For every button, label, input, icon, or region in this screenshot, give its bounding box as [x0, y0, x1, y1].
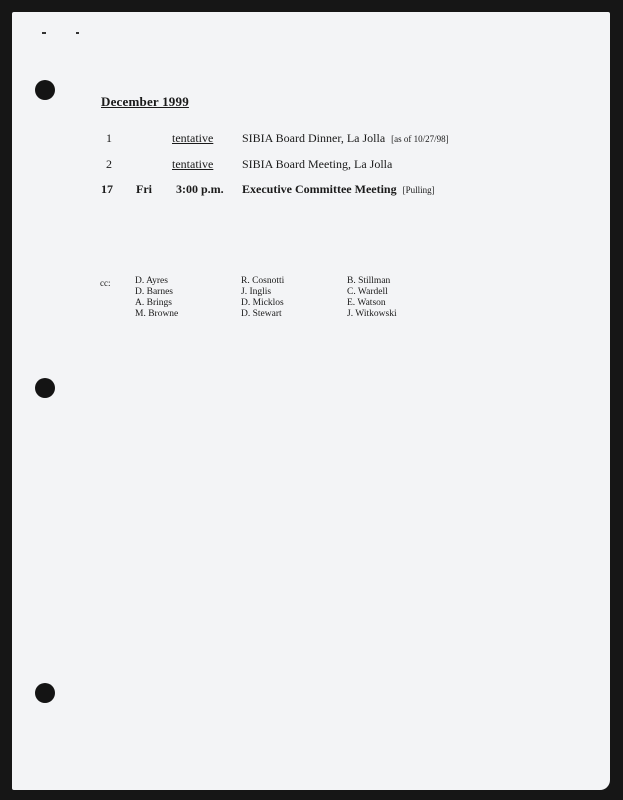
cc-recipient: C. Wardell	[347, 287, 388, 297]
cc-label: cc:	[100, 278, 111, 288]
cc-recipient: D. Stewart	[241, 309, 282, 319]
punch-hole-top	[35, 80, 55, 100]
cc-recipient: M. Browne	[135, 309, 179, 319]
event-time: tentative	[172, 157, 214, 171]
cc-recipient: J. Inglis	[241, 287, 272, 297]
event-day: 1	[106, 131, 112, 145]
document-page	[12, 12, 610, 790]
punch-hole-bottom	[35, 683, 55, 703]
cc-column	[347, 276, 397, 320]
cc-recipient: D. Ayres	[135, 276, 168, 286]
scan-mark	[42, 32, 46, 34]
cc-column	[135, 276, 178, 320]
cc-recipient: B. Stillman	[347, 276, 391, 286]
cc-recipient: A. Brings	[135, 298, 172, 308]
cc-recipient: D. Barnes	[135, 287, 173, 297]
event-row	[12, 157, 610, 175]
event-description	[242, 131, 449, 146]
punch-hole-middle	[35, 378, 55, 398]
event-weekday: Fri	[136, 182, 152, 196]
cc-recipient: J. Witkowski	[347, 309, 397, 319]
event-time: 3:00 p.m.	[176, 182, 224, 196]
cc-column	[241, 276, 284, 320]
cc-recipient: E. Watson	[347, 298, 386, 308]
scan-mark	[76, 32, 79, 34]
event-note: [Pulling]	[402, 185, 435, 195]
event-time: tentative	[172, 131, 214, 145]
page-title: December 1999	[101, 94, 189, 109]
event-title: Executive Committee Meeting	[242, 182, 397, 196]
event-day: 17	[101, 182, 113, 196]
event-description	[242, 182, 435, 197]
event-title: SIBIA Board Meeting, La Jolla	[242, 157, 393, 171]
event-title: SIBIA Board Dinner, La Jolla	[242, 131, 386, 145]
event-day: 2	[106, 157, 112, 171]
event-row	[12, 131, 610, 149]
event-note: [as of 10/27/98]	[391, 134, 449, 144]
cc-recipient: R. Cosnotti	[241, 276, 285, 286]
event-row	[12, 182, 610, 200]
cc-recipient: D. Micklos	[241, 298, 284, 308]
event-description	[242, 157, 398, 172]
